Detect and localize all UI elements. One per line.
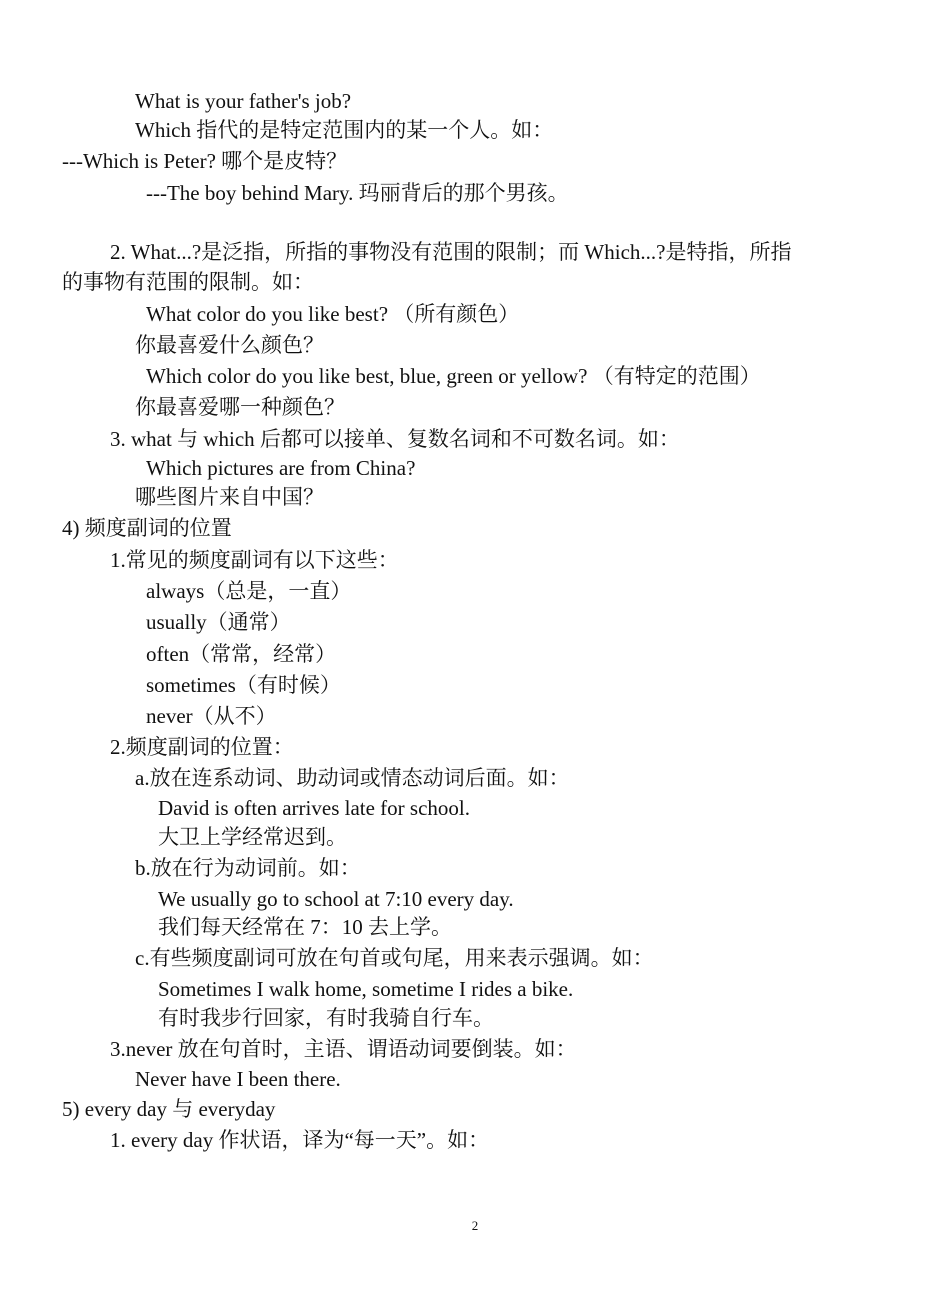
text-line: 你最喜爱什么颜色？ [135,333,324,357]
text-line: David is often arrives late for school. [158,796,470,820]
text-line: 哪些图片来自中国？ [135,485,324,509]
text-line: Which color do you like best, blue, green or yellow? （有特定的范围） [146,364,761,388]
list-item: sometimes（有时候） [146,673,341,697]
list-item: never（从不） [146,704,277,728]
text-line: c.有些频度副词可放在句首或句尾，用来表示强调。如： [135,946,654,970]
text-line: 有时我步行回家，有时我骑自行车。 [158,1006,494,1030]
text-line: 我们每天经常在 7：10 去上学。 [158,915,452,939]
text-line: a.放在连系动词、助动词或情态动词后面。如： [135,766,570,790]
text-line: 1.常见的频度副词有以下这些： [110,548,399,572]
text-line: 2.频度副词的位置： [110,735,294,759]
text-line: 2. What...?是泛指，所指的事物没有范围的限制；而 Which...?是特指，所指 [110,240,792,264]
list-item: always（总是，一直） [146,579,352,603]
page-number: 2 [471,1218,479,1233]
text-line: What is your father's job? [135,89,352,113]
section-heading: 5) every day 与 everyday [62,1097,276,1121]
text-line: We usually go to school at 7:10 every day. [158,887,514,911]
list-item: usually（通常） [146,610,291,634]
text-line: 你最喜爱哪一种颜色？ [135,395,345,419]
text-line: 3. what 与 which 后都可以接单、复数名词和不可数名词。如： [110,427,680,451]
text-line: 3.never 放在句首时，主语、谓语动词要倒装。如： [110,1037,577,1061]
section-heading: 4) 频度副词的位置 [62,516,232,540]
text-line: 大卫上学经常迟到。 [158,825,347,849]
text-line: Sometimes I walk home, sometime I rides a bike. [158,977,574,1001]
list-item: often（常常，经常） [146,642,337,666]
text-line: 的事物有范围的限制。如： [62,270,314,294]
text-line: What color do you like best? （所有颜色） [146,302,520,326]
text-line: ---The boy behind Mary. 玛丽背后的那个男孩。 [146,181,569,205]
text-line: Which pictures are from China? [146,456,416,480]
text-line: Which 指代的是特定范围内的某一个人。如： [135,118,554,142]
text-line: ---Which is Peter? 哪个是皮特？ [62,149,348,173]
text-line: 1. every day 作状语，译为“每一天”。如： [110,1128,490,1152]
text-line: Never have I been there. [135,1067,341,1091]
text-line: b.放在行为动词前。如： [135,856,361,880]
